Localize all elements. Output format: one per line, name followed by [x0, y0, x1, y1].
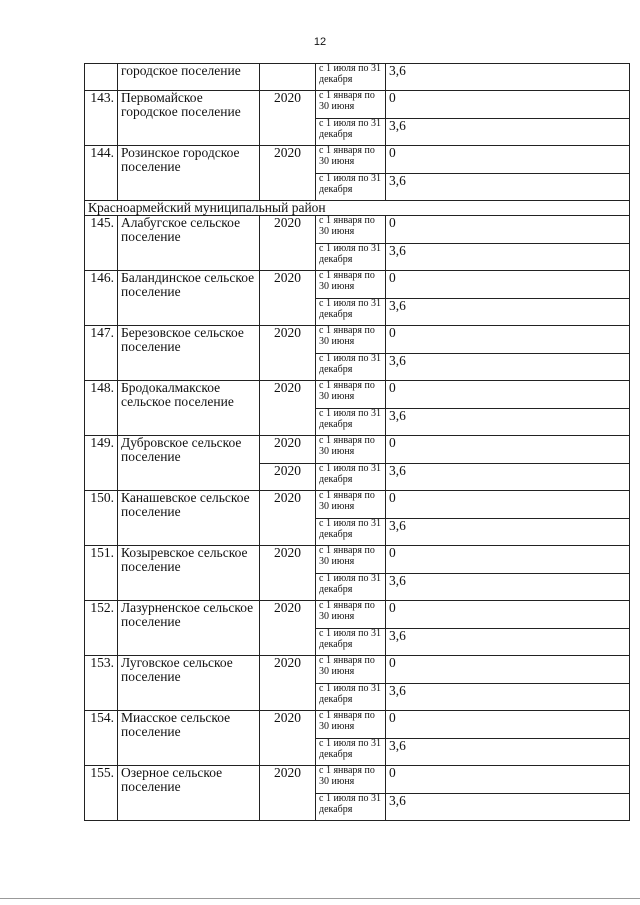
row-number-cell: 147. [85, 326, 118, 381]
rate-cell: 3,6 [386, 409, 630, 436]
year-cell: 2020 [260, 601, 316, 656]
row-number-cell: 143. [85, 91, 118, 146]
table-row [85, 216, 630, 244]
rate-cell: 3,6 [386, 464, 630, 491]
table-row [85, 326, 630, 354]
rate-cell: 3,6 [386, 629, 630, 656]
rate-cell: 0 [386, 271, 630, 299]
rate-cell: 3,6 [386, 174, 630, 201]
settlement-name-cell: Баландинское сельское поселение [118, 271, 260, 326]
period-cell: с 1 июля по 31 декабря [316, 64, 386, 91]
period-cell: с 1 января по 30 июня [316, 326, 386, 354]
rate-cell: 3,6 [386, 684, 630, 711]
year-cell: 2020 [260, 146, 316, 201]
settlement-name-cell: городское поселение [118, 64, 260, 91]
rate-cell: 3,6 [386, 299, 630, 326]
row-number-cell: 146. [85, 271, 118, 326]
settlement-name-cell: Дубровское сельское поселение [118, 436, 260, 491]
rate-cell: 3,6 [386, 119, 630, 146]
row-number-cell: 154. [85, 711, 118, 766]
year-cell: 2020 [260, 656, 316, 711]
rate-cell: 0 [386, 381, 630, 409]
row-number-cell: 155. [85, 766, 118, 821]
rate-cell: 0 [386, 546, 630, 574]
rate-cell: 3,6 [386, 574, 630, 601]
table-row [85, 271, 630, 299]
row-number-cell: 152. [85, 601, 118, 656]
period-cell: с 1 января по 30 июня [316, 491, 386, 519]
period-cell: с 1 января по 30 июня [316, 216, 386, 244]
period-cell: с 1 января по 30 июня [316, 711, 386, 739]
period-cell: с 1 июля по 31 декабря [316, 409, 386, 436]
row-number-cell: 153. [85, 656, 118, 711]
year-cell [260, 64, 316, 91]
table-row [85, 491, 630, 519]
rate-cell: 0 [386, 656, 630, 684]
year-cell: 2020 [260, 436, 316, 464]
period-cell: с 1 июля по 31 декабря [316, 174, 386, 201]
rate-cell: 0 [386, 711, 630, 739]
period-cell: с 1 июля по 31 декабря [316, 354, 386, 381]
table-row [85, 711, 630, 739]
rate-cell: 0 [386, 766, 630, 794]
rate-cell: 0 [386, 601, 630, 629]
settlement-name-cell: Луговское сельское поселение [118, 656, 260, 711]
year-cell: 2020 [260, 91, 316, 146]
table-row [85, 64, 630, 91]
rate-cell: 0 [386, 491, 630, 519]
row-number-cell: 144. [85, 146, 118, 201]
table-row [85, 601, 630, 629]
table-row [85, 436, 630, 464]
row-number-cell: 148. [85, 381, 118, 436]
rate-cell: 3,6 [386, 739, 630, 766]
settlement-name-cell: Козыревское сельское поселение [118, 546, 260, 601]
row-number-cell [85, 64, 118, 91]
year-cell: 2020 [260, 381, 316, 436]
period-cell: с 1 июля по 31 декабря [316, 464, 386, 491]
period-cell: с 1 июля по 31 декабря [316, 739, 386, 766]
year-cell: 2020 [260, 766, 316, 821]
settlement-name-cell: Первомайское городское поселение [118, 91, 260, 146]
rate-cell: 0 [386, 146, 630, 174]
region-header: Красноармейский муниципальный район [85, 201, 630, 216]
rate-cell: 0 [386, 91, 630, 119]
row-number-cell: 150. [85, 491, 118, 546]
period-cell: с 1 января по 30 июня [316, 601, 386, 629]
row-number-cell: 145. [85, 216, 118, 271]
period-cell: с 1 января по 30 июня [316, 271, 386, 299]
table-row [85, 91, 630, 119]
row-number-cell: 149. [85, 436, 118, 491]
page-number: 12 [313, 36, 327, 48]
period-cell: с 1 января по 30 июня [316, 766, 386, 794]
settlement-name-cell: Алабугское сельское поселение [118, 216, 260, 271]
rate-cell: 0 [386, 216, 630, 244]
period-cell: с 1 июля по 31 декабря [316, 519, 386, 546]
period-cell: с 1 января по 30 июня [316, 381, 386, 409]
table-row [85, 146, 630, 174]
table-row [85, 766, 630, 794]
settlement-name-cell: Миасское сельское поселение [118, 711, 260, 766]
rate-cell: 0 [386, 436, 630, 464]
region-header-row [85, 201, 630, 216]
tax-rate-table [84, 63, 630, 821]
row-number-cell: 151. [85, 546, 118, 601]
year-cell: 2020 [260, 711, 316, 766]
year-cell: 2020 [260, 491, 316, 546]
period-cell: с 1 июля по 31 декабря [316, 574, 386, 601]
rate-cell: 3,6 [386, 794, 630, 821]
rate-cell: 3,6 [386, 244, 630, 271]
footer-divider [0, 898, 640, 899]
rate-cell: 3,6 [386, 64, 630, 91]
period-cell: с 1 июля по 31 декабря [316, 119, 386, 146]
year-cell: 2020 [260, 216, 316, 271]
period-cell: с 1 января по 30 июня [316, 546, 386, 574]
table-row [85, 546, 630, 574]
period-cell: с 1 июля по 31 декабря [316, 244, 386, 271]
table-row [85, 381, 630, 409]
period-cell: с 1 января по 30 июня [316, 146, 386, 174]
settlement-name-cell: Озерное сельское поселение [118, 766, 260, 821]
period-cell: с 1 января по 30 июня [316, 436, 386, 464]
year-cell: 2020 [260, 326, 316, 381]
settlement-name-cell: Розинское городское поселение [118, 146, 260, 201]
period-cell: с 1 июля по 31 декабря [316, 794, 386, 821]
year-cell: 2020 [260, 464, 316, 491]
period-cell: с 1 июля по 31 декабря [316, 299, 386, 326]
period-cell: с 1 января по 30 июня [316, 656, 386, 684]
rate-cell: 3,6 [386, 519, 630, 546]
year-cell: 2020 [260, 271, 316, 326]
period-cell: с 1 июля по 31 декабря [316, 684, 386, 711]
settlement-name-cell: Березовское сельское поселение [118, 326, 260, 381]
settlement-name-cell: Бродокалмакское сельское поселение [118, 381, 260, 436]
period-cell: с 1 января по 30 июня [316, 91, 386, 119]
settlement-name-cell: Канашевское сельское поселение [118, 491, 260, 546]
rate-cell: 3,6 [386, 354, 630, 381]
year-cell: 2020 [260, 546, 316, 601]
rate-cell: 0 [386, 326, 630, 354]
settlement-name-cell: Лазурненское сельское поселение [118, 601, 260, 656]
table-row [85, 656, 630, 684]
period-cell: с 1 июля по 31 декабря [316, 629, 386, 656]
